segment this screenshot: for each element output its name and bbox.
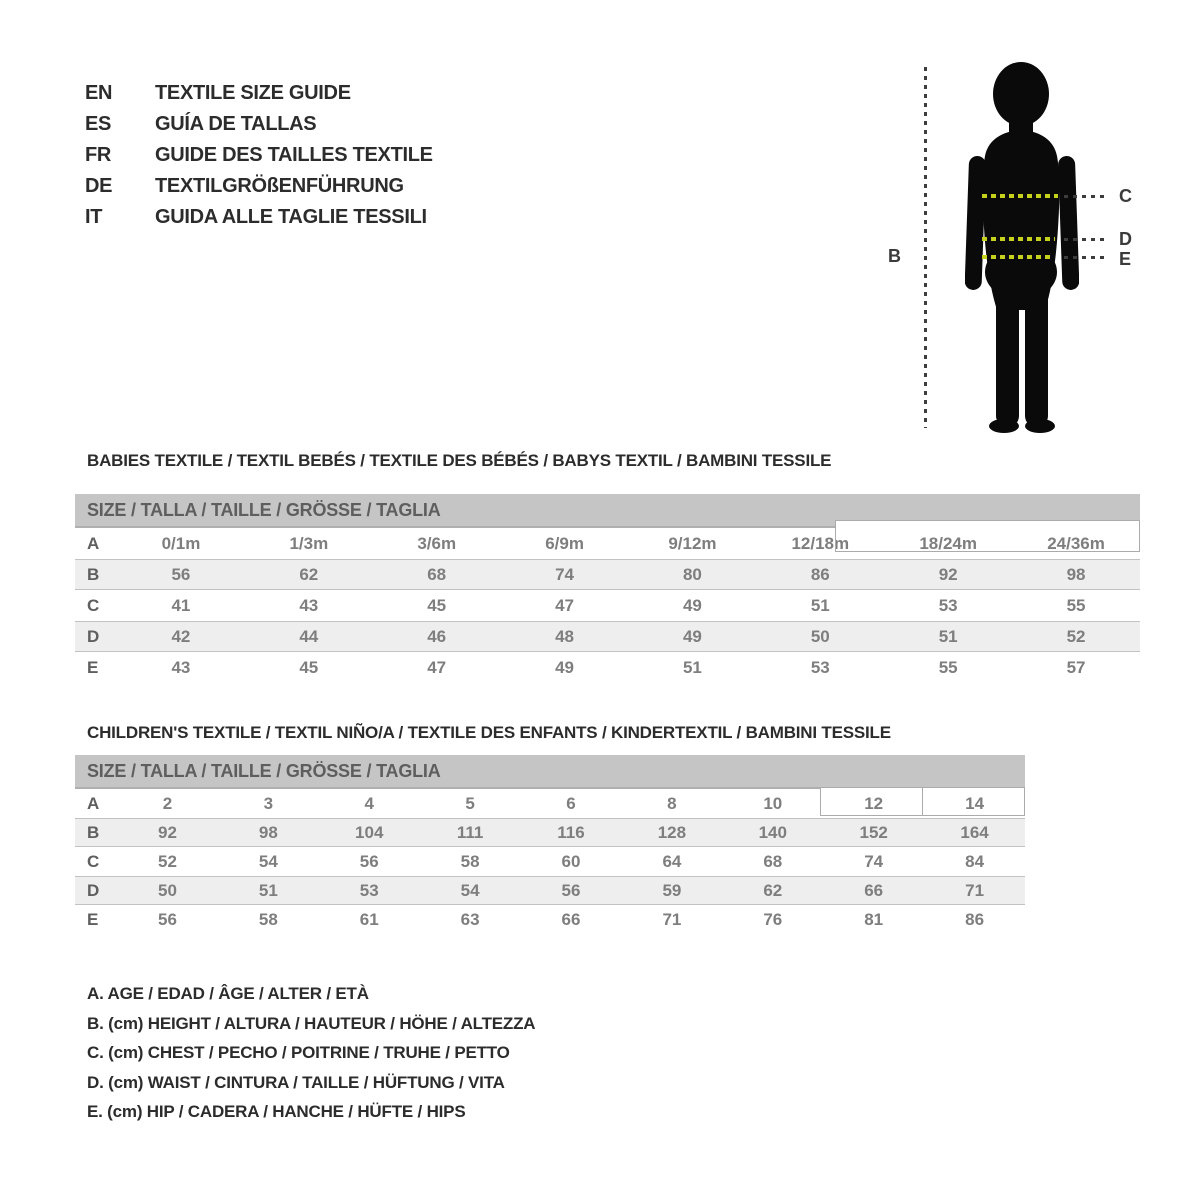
table-cell: 56 [157, 909, 177, 929]
table-cell: 55 [1066, 595, 1086, 615]
table-cell: 140 [758, 822, 787, 842]
row-letter: C [87, 595, 100, 615]
language-title: GUÍA DE TALLAS [155, 113, 317, 135]
legend-item-age: A. AGE / EDAD / ÂGE / ALTER / ETÀ [87, 984, 369, 1003]
language-row [85, 78, 433, 109]
table-cell: 47 [555, 595, 575, 615]
table-cell: 45 [427, 595, 447, 615]
table-cell: 42 [171, 626, 191, 646]
table-cell: 61 [359, 909, 379, 929]
table-row [75, 818, 1025, 847]
table-cell: 18/24m [919, 533, 978, 553]
table-cell: 68 [427, 564, 447, 584]
table-cell: 54 [258, 851, 278, 871]
height-dotted-line [924, 67, 927, 428]
table-cell: 81 [864, 909, 884, 929]
table-cell: 74 [864, 851, 884, 871]
table-cell: 86 [965, 909, 985, 929]
table-row [75, 559, 1140, 590]
legend-item-height: B. (cm) HEIGHT / ALTURA / HAUTEUR / HÖHE / ALTEZZA [87, 1013, 536, 1033]
children-size-header-bar: SIZE / TALLA / TAILLE / GRÖSSE / TAGLIA [75, 755, 1025, 789]
hip-guide-line [1064, 256, 1104, 259]
table-cell: 58 [258, 909, 278, 929]
babies-size-header-bar: SIZE / TALLA / TAILLE / GRÖSSE / TAGLIA [75, 494, 1140, 528]
table-cell: 24/36m [1047, 533, 1105, 553]
language-row [85, 109, 433, 140]
language-code: ES [85, 113, 112, 135]
table-cell: 51 [258, 880, 278, 900]
table-cell: 52 [157, 851, 177, 871]
table-cell: 0/1m [161, 533, 201, 553]
table-cell: 128 [657, 822, 687, 842]
row-letter: A [87, 793, 100, 813]
table-cell: 2 [162, 793, 173, 813]
waist-measure-line [982, 237, 1055, 241]
babies-size-highlight-box [835, 520, 1140, 552]
table-cell: 12/18m [791, 533, 850, 553]
language-title-list [85, 78, 433, 233]
table-cell: 45 [299, 657, 319, 677]
table-row [75, 847, 1025, 876]
table-cell: 51 [810, 595, 830, 615]
table-cell: 41 [171, 595, 191, 615]
language-code: IT [85, 206, 103, 228]
table-cell: 76 [763, 909, 783, 929]
table-cell: 9/12m [668, 533, 717, 553]
table-cell: 48 [555, 626, 575, 646]
table-row [75, 876, 1025, 905]
table-cell: 98 [258, 822, 278, 842]
table-cell: 8 [667, 793, 677, 813]
table-cell: 51 [682, 657, 702, 677]
row-letter: A [87, 533, 100, 553]
language-code: FR [85, 144, 112, 166]
table-cell: 49 [682, 595, 702, 615]
table-cell: 4 [364, 793, 374, 813]
row-letter: B [87, 564, 100, 584]
babies-section-heading: BABIES TEXTILE / TEXTIL BEBÉS / TEXTILE DES BÉBÉS / BABYS TEXTIL / BAMBINI TESSILE [87, 451, 832, 470]
table-cell: 12 [864, 793, 884, 813]
row-letter: E [87, 909, 99, 929]
table-cell: 6 [566, 793, 576, 813]
table-cell: 43 [299, 595, 319, 615]
legend-item-waist: D. (cm) WAIST / CINTURA / TAILLE / HÜFTUNG / VITA [87, 1072, 505, 1092]
table-cell: 68 [763, 851, 783, 871]
table-cell: 55 [938, 657, 958, 677]
table-cell: 92 [157, 822, 177, 842]
table-cell: 6/9m [545, 533, 584, 553]
table-cell: 62 [299, 564, 319, 584]
table-cell: 98 [1066, 564, 1086, 584]
waist-guide-line [1064, 238, 1104, 241]
language-title: TEXTILGRÖßENFÜHRUNG [155, 175, 404, 197]
table-cell: 52 [1066, 626, 1086, 646]
table-cell: 59 [662, 880, 682, 900]
table-cell: 14 [965, 793, 985, 813]
table-cell: 56 [171, 564, 191, 584]
table-cell: 64 [662, 851, 682, 871]
table-cell: 56 [561, 880, 581, 900]
legend-item-hip: E. (cm) HIP / CADERA / HANCHE / HÜFTE / HIPS [87, 1102, 466, 1121]
language-code: EN [85, 82, 113, 104]
table-cell: 49 [682, 626, 702, 646]
table-cell: 57 [1066, 657, 1086, 677]
language-row [85, 140, 433, 171]
table-cell: 46 [427, 626, 447, 646]
language-row [85, 202, 433, 233]
table-cell: 10 [763, 793, 783, 813]
measure-legend [87, 979, 535, 1127]
language-title: TEXTILE SIZE GUIDE [155, 82, 351, 104]
language-code: DE [85, 175, 113, 197]
table-cell: 74 [555, 564, 575, 584]
row-letter: B [87, 822, 100, 842]
table-row [75, 905, 1025, 934]
table-cell: 53 [359, 880, 379, 900]
table-row [75, 621, 1140, 652]
table-cell: 164 [960, 822, 989, 842]
child-silhouette [965, 60, 1079, 435]
waist-measure-label: D [1119, 229, 1132, 249]
language-row [85, 171, 433, 202]
table-cell: 84 [965, 851, 985, 871]
table-cell: 56 [359, 851, 379, 871]
table-cell: 152 [859, 822, 888, 842]
table-cell: 53 [938, 595, 958, 615]
babies-size-table [75, 494, 1140, 683]
row-letter: C [87, 851, 100, 871]
table-cell: 1/3m [289, 533, 329, 553]
table-cell: 3/6m [417, 533, 457, 553]
table-cell: 43 [171, 657, 191, 677]
table-cell: 54 [460, 880, 480, 900]
table-cell: 62 [763, 880, 783, 900]
children-size-table [75, 755, 1025, 934]
table-cell: 50 [810, 626, 830, 646]
table-cell: 71 [662, 909, 682, 929]
table-row [75, 652, 1140, 683]
table-cell: 58 [460, 851, 480, 871]
chest-measure-label: C [1119, 186, 1132, 206]
row-letter: E [87, 657, 99, 677]
table-cell: 66 [864, 880, 884, 900]
table-cell: 71 [965, 880, 985, 900]
children-section-heading: CHILDREN'S TEXTILE / TEXTIL NIÑO/A / TEXTILE DES ENFANTS / KINDERTEXTIL / BAMBINI TESSILE [87, 723, 891, 742]
table-cell: 47 [427, 657, 447, 677]
table-row [75, 590, 1140, 621]
table-cell: 92 [938, 564, 958, 584]
table-cell: 63 [460, 909, 480, 929]
table-cell: 116 [557, 822, 585, 842]
table-cell: 50 [157, 880, 177, 900]
table-cell: 49 [555, 657, 575, 677]
row-letter: D [87, 626, 100, 646]
table-cell: 44 [299, 626, 319, 646]
table-cell: 104 [355, 822, 384, 842]
language-title: GUIDA ALLE TAGLIE TESSILI [155, 206, 427, 228]
table-cell: 80 [682, 564, 702, 584]
table-cell: 53 [810, 657, 830, 677]
chest-measure-line [982, 194, 1058, 198]
hip-measure-line [982, 255, 1052, 259]
table-cell: 5 [465, 793, 475, 813]
table-cell: 86 [810, 564, 830, 584]
table-cell: 3 [263, 793, 274, 813]
children-size-highlight-divider [922, 787, 923, 816]
legend-item-chest: C. (cm) CHEST / PECHO / POITRINE / TRUHE / PETTO [87, 1043, 510, 1062]
chest-guide-line [1064, 195, 1104, 198]
language-title: GUIDE DES TAILLES TEXTILE [155, 144, 433, 166]
table-cell: 60 [561, 851, 581, 871]
hip-measure-label: E [1119, 249, 1132, 269]
table-cell: 111 [456, 822, 484, 842]
table-cell: 66 [561, 909, 581, 929]
table-cell: 51 [938, 626, 958, 646]
row-letter: D [87, 880, 100, 900]
height-measure-label: B [888, 246, 901, 266]
